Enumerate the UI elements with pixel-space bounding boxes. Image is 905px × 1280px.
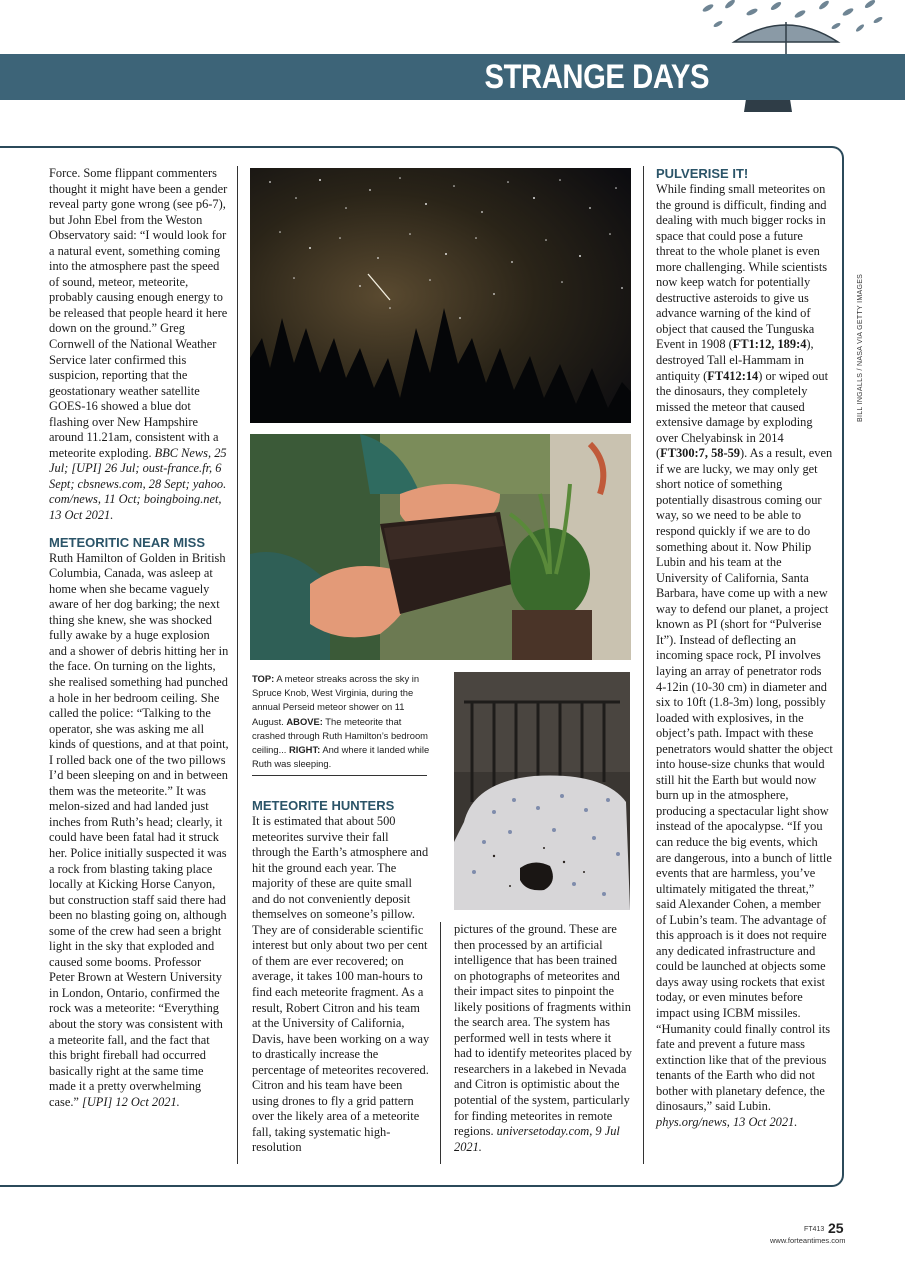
section-heading-hunters: METEORITE HUNTERS bbox=[252, 798, 395, 813]
section-heading-near-miss: METEORITIC NEAR MISS bbox=[49, 534, 206, 550]
column-1-body bbox=[49, 551, 229, 1111]
hunters-continued-text: pictures of the ground. These are then processed by an artificial intelligence that has been trained on photographs of meteorites and their impact sites to pinpoint the likely positions of fragments within the search area. The system has performed well in tests where it had to identify meteorites placed by researchers in a lakebed in Nevada and Citron is optimistic about the potential of the system, particularly for finding meteorites in remote regions. bbox=[454, 922, 632, 1139]
pulverise-source: phys.org/news, 13 Oct 2021. bbox=[656, 1114, 798, 1129]
column-4 bbox=[656, 166, 834, 1130]
meteorite-hands-image bbox=[250, 434, 631, 660]
column-1-intro bbox=[49, 166, 229, 524]
ft-reference: FT1:12, 189:4 bbox=[732, 337, 807, 352]
ft-reference: FT300:7, 58-59 bbox=[660, 446, 740, 461]
page-number: 25 bbox=[828, 1220, 844, 1236]
caption-top-text: A meteor streaks across the sky in Spruce Knob, West Virginia, during the annual Perseid meteor shower on 11 August. bbox=[252, 673, 420, 727]
column-2 bbox=[252, 798, 430, 1156]
meteorite-hands-photo bbox=[250, 434, 631, 660]
issue-number: FT413 bbox=[804, 1226, 825, 1233]
column-divider bbox=[440, 922, 441, 1164]
pulverise-text-1: While finding small meteorites on the ground is difficult, finding and dealing with much bigger rocks in space that could pose a future threat to the whole planet is even more challenging. While scientists now keep watch for potentially destructive asteroids to give us advance warning of the kind of object that caused the Tunguska Event in 1908 ( bbox=[656, 182, 828, 352]
section-header-band bbox=[0, 54, 905, 100]
caption-right-text: And where it landed while Ruth was sleeping. bbox=[252, 744, 430, 770]
pulverise-text-3: ) or wiped out the dinosaurs, they completely missed the meteor that caused extensive damage by exploding over Chelyabinsk in 2014 ( bbox=[656, 368, 829, 461]
column-divider bbox=[643, 166, 644, 1164]
meteor-sky-photo bbox=[250, 168, 631, 423]
section-heading-pulverise: PULVERISE IT! bbox=[656, 166, 749, 181]
caption-above-text: The meteorite that crashed through Ruth Hamilton’s bedroom ceiling... bbox=[252, 715, 428, 756]
column-4-body bbox=[656, 182, 834, 1130]
photo-caption bbox=[252, 672, 430, 771]
meteorite-on-bed bbox=[520, 862, 553, 890]
caption-top-label: TOP: bbox=[252, 673, 275, 684]
column-3 bbox=[454, 922, 632, 1155]
near-miss-source: [UPI] 12 Oct 2021. bbox=[78, 1094, 180, 1109]
pulverise-text-4: ). As a result, even if we are lucky, we may only get short notice of something potentially disastrous coming our way, so we need to be able to respond quickly if we are to do something about it. Now Philip Lubin and his team at the University of California, Santa Barbara, have come up with a new way to defend our planet, a project known as PI (short for “Pulverise It”). Instead of deflecting an incoming space rock, PI involves laying an array of penetrator rods 4-12in (10-30 cm) in diameter and six to 10ft (1.8-3m) long, possibly loaded with explosives, in the object’s path. Impact with these penetrators would shatter the object into house-size chunks that would still hit the Earth but would now burn up in the atmosphere, producing a spectacular light show instead of the apocalypse. “If you can reduce the big events, which are dangerous, into a bunch of little events that are harmless, you’ve ultimately mitigated the threat,” said Alexander Cohen, a member of Lubin’s team. The advantage of this approach is it does not require any dedicated infrastructure and could be launched at objects some days away using rockets that exist today, or even minutes before impact using ICBM missiles. “Humanity could finally control its fate and prevent a future mass extinction like that of the previous tenants of the Earth who did not bother with planetary defence, the dinosaurs,” said Lubin. bbox=[656, 446, 833, 1114]
pillow-meteorite-image bbox=[454, 672, 630, 910]
near-miss-text: Ruth Hamilton of Golden in British Columbia, Canada, was asleep at home when she became vaguely aware of her dog barking; the next thing she knew, she was shocked fully awake by a huge explosion and a shower of debris hitting her in the face. On turning on the lights, she realised something had punched a hole in her bedroom ceiling. She called the police: “Talking to the operator, she was asking me all kinds of questions, and at that point, I rolled back one of the two pillows I’d been sleeping on and in between them was the meteorite.” It was melon-sized and had landed just inches from Ruth’s head; clearly, it could have been fatal had it struck her. Police initially suspected it was a rock from blasting taking place locally at Kicking Horse Canyon, but construction staff said there had been no blasting going on, although some of the crew had seen a bright light in the sky that exploded and caused some booms. Professor Peter Brown at Western University in London, Ontario, confirmed the rock was a meteorite: “Everything about the story was consistent with a meteorite fall, and the fact that this bright fireball had occurred basically right at the same time made it a pretty overwhelming case.” bbox=[49, 550, 229, 1109]
column-divider bbox=[237, 166, 238, 1164]
column-3-body bbox=[454, 922, 632, 1155]
caption-right-label: RIGHT: bbox=[289, 744, 321, 756]
pillow-photo bbox=[454, 672, 630, 910]
meteor-sky-image bbox=[250, 168, 631, 423]
hunters-source: universetoday.com, 9 Jul 2021. bbox=[454, 1124, 620, 1154]
column-1 bbox=[49, 166, 229, 1110]
website-url[interactable]: www.forteantimes.com bbox=[770, 1236, 846, 1245]
intro-sources: BBC News, 25 Jul; [UPI] 26 Jul; oust-france.fr, 6 Sept; cbsnews.com, 28 Sept; yahoo. com/news, 11 Oct; boingboing.net, 13 Oct 2021. bbox=[49, 445, 227, 523]
pulverise-text-2: ), destroyed Tall el-Hammam in antiquity ( bbox=[656, 337, 814, 383]
section-title: STRANGE DAYS bbox=[484, 58, 709, 96]
column-2-body: It is estimated that about 500 meteorites survive their fall through the Earth’s atmosphere and hit the ground each year. The majority of these are quite small and do not conveniently deposit themselves on someone’s pillow. They are of considerable scientific interest but only about two per cent of them are ever recovered; on average, it takes 100 man-hours to find each meteorite fragment. As a result, Robert Citron and his team at the University of California, Davis, have been working on a way to drastically increase the percentage of meteorites recovered. Citron and his team have been using drones to fly a grid pattern over the likely area of a meteorite fall, taking systematic high-resolution bbox=[252, 814, 430, 1155]
caption-above-label: ABOVE: bbox=[286, 715, 323, 727]
photo-credit: BILL INGALLS / NASA VIA GETTY IMAGES bbox=[857, 273, 864, 422]
intro-text: Force. Some flippant commenters thought it might have been a gender reveal party gone wrong (see p6-7), but John Ebel from the Weston Observatory said: “I would look for a natural event, something coming into the atmosphere past the speed of sound, meteor, meteorite, probably causing enough energy to be released that people heard it here down on the ground.” Greg Cornwell of the National Weather Service later confirmed this suspicion, reporting that the geostationary weather satellite GOES-16 showed a blue dot flashing over New Hampshire around 11.21am, consistent with a meteorite exploding. bbox=[49, 166, 228, 460]
ft-reference: FT412:14 bbox=[707, 368, 759, 383]
caption-divider bbox=[252, 775, 427, 776]
